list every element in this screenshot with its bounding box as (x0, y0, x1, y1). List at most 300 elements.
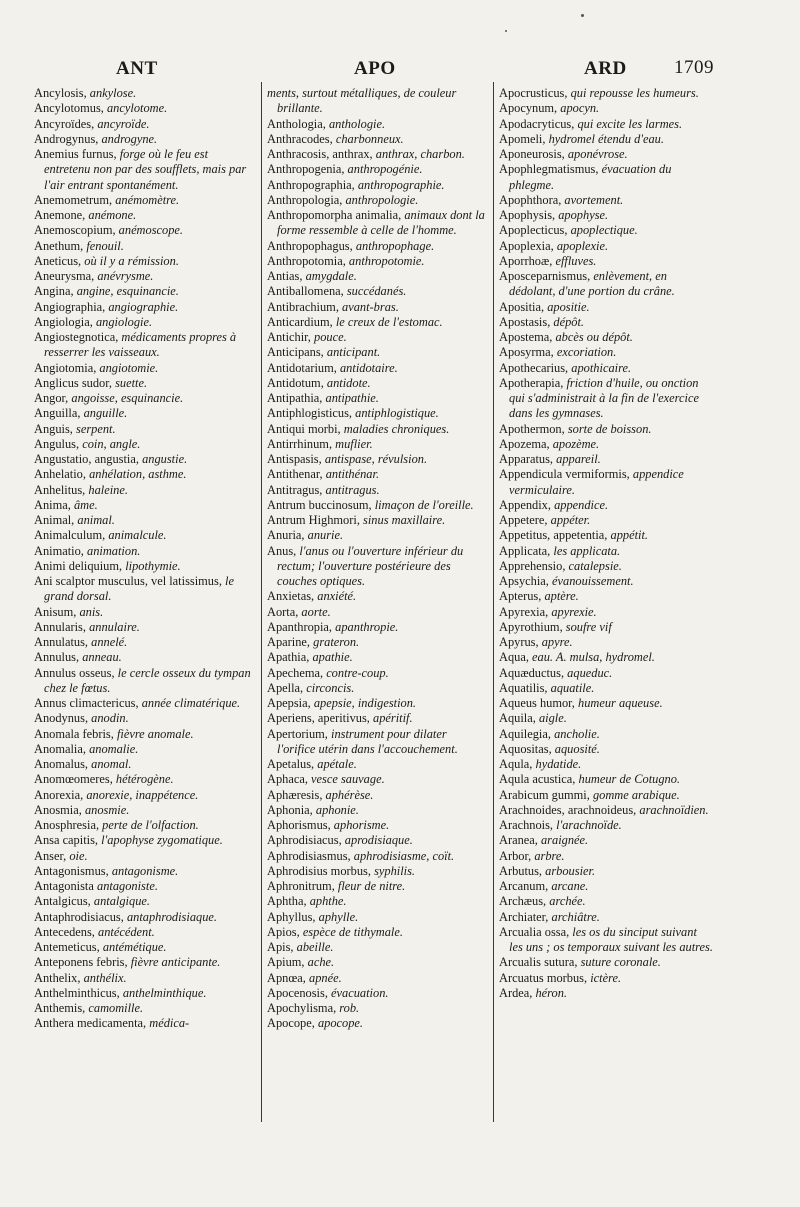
french-translation: anthropotomie. (348, 253, 425, 268)
latin-term: Anisum, (34, 604, 77, 619)
dictionary-entry (267, 178, 487, 193)
running-head-right: ARD (584, 58, 627, 79)
french-translation: succédanés. (346, 284, 407, 299)
dictionary-entry (499, 101, 713, 116)
french-translation: anévrysme. (97, 269, 154, 283)
latin-term: Apoplecticus, (499, 223, 568, 238)
french-translation: antagoniste. (97, 879, 158, 893)
dictionary-entry (34, 864, 256, 879)
latin-term: Apanthropia, (267, 619, 333, 634)
french-translation: aqueduc. (567, 665, 613, 680)
french-translation: anosmie. (84, 802, 130, 817)
dictionary-entry (267, 803, 487, 818)
latin-term: Anthera medicamenta, (34, 1016, 147, 1031)
dictionary-entry (267, 498, 487, 513)
french-translation: androgyne. (101, 131, 158, 146)
french-translation: les os du sinciput suivant les uns ; os temporaux suivant les autres. (509, 924, 713, 954)
french-translation: hydromel étendu d'eau. (548, 131, 664, 146)
french-translation: anguille. (83, 406, 128, 421)
dictionary-entry (499, 330, 713, 345)
french-translation: catalepsie. (568, 558, 622, 573)
dictionary-entry (267, 391, 487, 406)
dictionary-entry (267, 788, 487, 803)
latin-term: Apodacryticus, (499, 116, 575, 131)
latin-term: Appetere, (499, 513, 548, 527)
dictionary-entry (34, 727, 256, 742)
latin-term: Aneticus, (34, 253, 82, 268)
french-translation: anomal. (91, 757, 132, 771)
french-translation: archée. (549, 894, 586, 909)
dictionary-entry (267, 605, 487, 620)
dictionary-entry (267, 528, 487, 543)
latin-term: Antecedens, (34, 924, 95, 939)
dictionary-entry (499, 422, 713, 437)
dictionary-entry (499, 86, 713, 101)
latin-term: Apnœa, (267, 970, 306, 985)
latin-term: Arbor, (499, 848, 532, 863)
print-speck (581, 14, 584, 17)
latin-term: Apocrusticus, (499, 86, 568, 100)
dictionary-entry (34, 117, 256, 132)
latin-term: Arcuatus morbus, (499, 970, 588, 985)
latin-term: Aphronitrum, (267, 879, 335, 893)
latin-term: Aphyllus, (267, 909, 316, 924)
latin-term: Antiphlogisticus, (267, 406, 353, 421)
latin-term: Annulus, (34, 650, 80, 665)
french-translation: coin, angle. (82, 436, 141, 451)
dictionary-entry (267, 467, 487, 482)
dictionary-entry (34, 208, 256, 223)
french-translation: soufre vif (565, 619, 612, 634)
french-translation: apothicaire. (571, 360, 632, 375)
latin-term: Anomœomeres, (34, 772, 113, 787)
dictionary-entry (499, 727, 713, 742)
french-translation: appendice vermiculaire. (509, 467, 684, 497)
dictionary-entry (499, 544, 713, 559)
latin-term: Antiballomena, (267, 284, 344, 299)
dictionary-entry (267, 269, 487, 284)
french-translation: amygdale. (305, 269, 357, 283)
dictionary-entry (499, 772, 713, 787)
dictionary-entry (34, 437, 256, 452)
french-translation: apathie. (312, 650, 353, 665)
latin-term: Apophlegmatismus, (499, 162, 599, 177)
dictionary-entry (267, 986, 487, 1001)
dictionary-entry (499, 147, 713, 162)
latin-term: Antipathia, (267, 391, 323, 405)
french-translation: animaux dont la forme ressemble à celle de l'homme. (277, 208, 485, 238)
dictionary-entry (499, 879, 713, 894)
french-translation: rob. (339, 1001, 360, 1015)
latin-term: Anus, (267, 543, 297, 558)
french-translation: ancholie. (554, 726, 600, 741)
latin-term: Antidotarium, (267, 360, 337, 375)
french-translation: humeur de Cotugno. (578, 772, 681, 787)
dictionary-entry (267, 818, 487, 833)
french-translation: perte de l'olfaction. (102, 818, 199, 832)
french-translation: angoisse, esquinancie. (71, 391, 184, 405)
latin-term: Applicata, (499, 543, 551, 558)
dictionary-entry (267, 894, 487, 909)
french-translation: âme. (73, 497, 98, 512)
latin-term: Angiostegnotica, (34, 330, 119, 344)
french-translation: anhélation, asthme. (89, 467, 187, 482)
dictionary-entry (34, 620, 256, 635)
dictionary-entry (499, 223, 713, 238)
french-translation: antalgique. (93, 894, 150, 909)
latin-term: Antias, (267, 269, 303, 283)
latin-term: Anomala febris, (34, 726, 114, 741)
dictionary-entry (267, 437, 487, 452)
dictionary-entry (267, 925, 487, 940)
latin-term: Apothermon, (499, 421, 565, 436)
dictionary-entry (499, 437, 713, 452)
french-translation: excoriation. (556, 345, 617, 360)
french-translation: apophyse. (558, 208, 609, 222)
french-translation: antaphrodisiaque. (126, 909, 217, 924)
dictionary-entry (499, 803, 713, 818)
dictionary-entry (499, 452, 713, 467)
french-translation: apanthropie. (335, 619, 399, 634)
latin-term: Aqula, (499, 757, 533, 771)
dictionary-entry (499, 361, 713, 376)
latin-term: Angulus, (34, 436, 80, 451)
french-translation: charbonneux. (335, 131, 404, 146)
latin-term: Aneurysma, (34, 269, 95, 283)
french-translation: le grand dorsal. (44, 574, 234, 604)
french-translation: arachnoïdien. (639, 802, 709, 817)
dictionary-entry (499, 589, 713, 604)
french-translation: apnée. (309, 970, 342, 985)
latin-term: Apostema, (499, 330, 553, 344)
latin-term: Aphrodisiasmus, (267, 848, 351, 863)
french-translation: l'arachnoïde. (556, 818, 622, 832)
dictionary-entry (267, 513, 487, 528)
french-translation: aphylle. (318, 909, 359, 924)
latin-term: Apparatus, (499, 452, 554, 466)
french-translation: animation. (87, 543, 141, 558)
latin-term: Anglicus sudor, (34, 375, 112, 390)
dictionary-entry (499, 117, 713, 132)
latin-term: Anser, (34, 848, 67, 863)
dictionary-entry (499, 208, 713, 223)
french-translation: aquatile. (550, 680, 595, 695)
dictionary-entry (34, 742, 256, 757)
latin-term: Antagonista (34, 879, 94, 893)
french-translation: anémoscope. (118, 223, 184, 238)
latin-term: Anthropologia, (267, 192, 343, 207)
dictionary-entry (267, 300, 487, 315)
french-translation: apéritif. (373, 711, 413, 726)
french-translation: arbre. (534, 848, 565, 863)
dictionary-entry (499, 559, 713, 574)
french-translation: héron. (535, 985, 568, 1000)
latin-term: Anticardium, (267, 314, 333, 329)
latin-term: Ani scalptor musculus, vel latissimus, (34, 574, 222, 588)
dictionary-entry (499, 849, 713, 864)
dictionary-entry (267, 406, 487, 421)
latin-term: Apathia, (267, 650, 310, 665)
french-translation: médica- (149, 1016, 190, 1031)
french-translation: angiologie. (95, 314, 153, 329)
french-translation: anomalie. (89, 741, 139, 756)
dictionary-entry (267, 864, 487, 879)
column-divider (493, 82, 494, 1122)
latin-term: Angina, (34, 284, 74, 299)
french-translation: apepsie, indigestion. (313, 696, 417, 710)
dictionary-entry (34, 223, 256, 238)
latin-term: Anethum, (34, 238, 84, 253)
french-translation: suette. (115, 375, 148, 390)
dictionary-entry (34, 391, 256, 406)
dictionary-entry (499, 818, 713, 833)
french-translation: animalcule. (108, 528, 167, 543)
french-translation: antitragus. (325, 482, 380, 497)
french-translation: anthélix. (83, 970, 127, 985)
latin-term: Appendix, (499, 497, 551, 512)
latin-term: Aphonia, (267, 802, 313, 817)
french-translation: aphonie. (315, 802, 359, 817)
dictionary-entry (34, 650, 256, 665)
french-translation: antécédent. (98, 924, 155, 939)
french-translation: hydatide. (535, 757, 582, 771)
french-translation: aponévrose. (567, 147, 628, 161)
dictionary-entry (499, 864, 713, 879)
latin-term: Antalgicus, (34, 894, 91, 909)
latin-term: Anthropographia, (267, 177, 355, 192)
french-translation: ancylotome. (106, 101, 168, 116)
french-translation: apyre. (541, 635, 573, 649)
dictionary-entry (499, 986, 713, 1001)
dictionary-entry (267, 452, 487, 467)
french-translation: anxiété. (317, 589, 357, 604)
latin-term: Aposyrma, (499, 345, 554, 360)
dictionary-entry (267, 376, 487, 391)
dictionary-entry (34, 269, 256, 284)
french-translation: antidotaire. (339, 360, 398, 375)
latin-term: Annus climactericus, (34, 696, 139, 710)
running-head-left: ANT (116, 58, 158, 79)
dictionary-entry (34, 772, 256, 787)
dictionary-entry (499, 925, 713, 956)
latin-term: Archiater, (499, 909, 549, 924)
dictionary-entry (499, 910, 713, 925)
dictionary-entry (499, 894, 713, 909)
latin-term: Anteponens febris, (34, 955, 128, 970)
dictionary-entry (34, 971, 256, 986)
dictionary-entry (267, 696, 487, 711)
french-translation: anthropologie. (345, 192, 419, 207)
french-translation: appareil. (556, 452, 601, 466)
french-translation: apozème. (552, 436, 600, 451)
dictionary-entry (267, 910, 487, 925)
french-translation: fenouil. (86, 238, 124, 253)
dictionary-entry (34, 635, 256, 650)
dictionary-entry (267, 971, 487, 986)
dictionary-entry (499, 528, 713, 543)
latin-term: Angiologia, (34, 314, 93, 329)
dictionary-entry (267, 666, 487, 681)
french-translation: fleur de nitre. (337, 879, 406, 893)
french-translation: apocyn. (560, 101, 600, 116)
dictionary-entry (34, 1016, 256, 1031)
latin-term: Aphorismus, (267, 818, 331, 832)
latin-term: Ancyroïdes, (34, 116, 95, 131)
dictionary-entry (499, 254, 713, 269)
latin-term: Arachnoides, arachnoideus, (499, 802, 637, 817)
latin-term: Angiotomia, (34, 360, 97, 375)
dictionary-entry (499, 696, 713, 711)
french-translation: arbousier. (545, 863, 596, 878)
french-translation: instrument pour dilater l'orifice utérin dans l'accouchement. (277, 726, 458, 756)
latin-term: Appetitus, appetentia, (499, 528, 608, 543)
latin-term: Aqueus humor, (499, 696, 575, 710)
dictionary-entry (34, 193, 256, 208)
french-translation: anémone. (88, 208, 137, 222)
latin-term: Aquila, (499, 711, 536, 726)
dictionary-entry (499, 635, 713, 650)
french-translation: ments, surtout métalliques, de couleur brillante. (267, 86, 457, 116)
french-translation: syphilis. (374, 863, 416, 878)
french-translation: avant-bras. (342, 299, 399, 314)
latin-term: Antaphrodisiacus, (34, 909, 124, 924)
dictionary-entry (267, 681, 487, 696)
latin-term: Anthelminthicus, (34, 985, 120, 1000)
latin-term: Antibrachium, (267, 299, 339, 314)
latin-term: Apophysis, (499, 208, 556, 222)
latin-term: Apechema, (267, 665, 324, 680)
dictionary-entry (34, 483, 256, 498)
french-translation: hétérogène. (115, 772, 174, 787)
latin-term: Apetalus, (267, 757, 315, 771)
french-translation: appétit. (610, 528, 649, 543)
dictionary-entry (267, 330, 487, 345)
french-translation: camomille. (88, 1001, 144, 1015)
dictionary-entry (34, 254, 256, 269)
latin-term: Anthologia, (267, 116, 326, 131)
dictionary-entry (267, 193, 487, 208)
dictionary-entry (267, 940, 487, 955)
latin-term: Aorta, (267, 604, 299, 619)
french-translation: angine, esquinancie. (76, 284, 179, 299)
french-translation: appéter. (550, 513, 591, 527)
french-translation: ictère. (590, 970, 622, 985)
dictionary-entry (499, 513, 713, 528)
dictionary-entry (267, 879, 487, 894)
latin-term: Aquatilis, (499, 680, 548, 695)
latin-term: Ancylotomus, (34, 101, 104, 116)
latin-term: Anthropotomia, (267, 253, 346, 268)
french-translation: aphthe. (309, 894, 347, 909)
dictionary-entry (499, 345, 713, 360)
dictionary-entry (267, 849, 487, 864)
french-translation: aptère. (544, 589, 579, 604)
french-translation: forge où le feu est entretenu non par des soufflets, mais par l'air entrant spontanément. (44, 147, 247, 192)
dictionary-entry (34, 696, 256, 711)
latin-term: Aparine, (267, 635, 311, 649)
dictionary-entry (499, 711, 713, 726)
dictionary-entry (267, 1016, 487, 1031)
latin-term: Aquæductus, (499, 665, 565, 680)
dictionary-entry (34, 406, 256, 421)
latin-term: Annularis, (34, 619, 86, 634)
dictionary-entry (267, 757, 487, 772)
latin-term: Aranea, (499, 833, 538, 848)
latin-term: Apoplexia, (499, 238, 554, 253)
dictionary-entry (267, 162, 487, 177)
french-translation: apositie. (547, 299, 590, 314)
dictionary-entry (34, 818, 256, 833)
french-translation: araignée. (540, 833, 589, 848)
latin-term: Apium, (267, 955, 305, 970)
dictionary-entry (34, 711, 256, 726)
dictionary-entry (499, 239, 713, 254)
latin-term: Anemometrum, (34, 192, 113, 207)
french-translation: arcane. (551, 879, 589, 893)
latin-term: Angustatio, angustia, (34, 452, 139, 466)
french-translation: contre-coup. (326, 665, 389, 680)
french-translation: aphrodisiasme, coït. (353, 848, 455, 863)
latin-term: Anthropogenia, (267, 162, 345, 177)
latin-term: Anthracodes, (267, 131, 333, 146)
latin-term: Antrum Highmori, (267, 513, 360, 527)
french-translation: le cercle osseux du tympan chez le fœtus. (44, 665, 251, 695)
dictionary-entry (499, 467, 713, 498)
latin-term: Ardea, (499, 985, 533, 1000)
latin-term: Apocenosis, (267, 985, 328, 1000)
dictionary-entry (499, 300, 713, 315)
latin-term: Antitragus, (267, 482, 323, 497)
dictionary-entry (267, 284, 487, 299)
latin-term: Anhelitus, (34, 482, 86, 497)
french-translation: haleine. (88, 482, 128, 497)
latin-term: Animalculum, (34, 528, 106, 543)
dictionary-entry (34, 666, 256, 697)
french-translation: sinus maxillaire. (363, 513, 446, 527)
french-translation: muflier. (335, 436, 373, 451)
dictionary-entry (34, 925, 256, 940)
latin-term: Apyrexia, (499, 604, 549, 619)
french-translation: les applicata. (553, 543, 621, 558)
latin-term: Antrum buccinosum, (267, 497, 372, 512)
latin-term: Apterus, (499, 589, 542, 604)
french-translation: angustie. (142, 452, 188, 466)
latin-term: Anemius furnus, (34, 147, 117, 161)
french-translation: avortement. (564, 192, 624, 207)
dictionary-entry (34, 239, 256, 254)
french-translation: anis. (79, 604, 104, 619)
french-translation: ache. (307, 955, 335, 970)
french-translation: aquosité. (554, 741, 600, 756)
dictionary-entry (499, 193, 713, 208)
latin-term: Anthracosis, anthrax, (267, 147, 373, 161)
french-translation: appendice. (554, 497, 609, 512)
french-translation: apoplexie. (556, 238, 609, 253)
french-translation: anthropographie. (357, 177, 445, 192)
print-speck (505, 30, 507, 32)
column-1 (34, 86, 256, 1126)
latin-term: Apella, (267, 680, 304, 695)
dictionary-entry (267, 635, 487, 650)
french-translation: espèce de tithymale. (302, 924, 403, 939)
french-translation: anthrax, charbon. (375, 147, 465, 161)
dictionary-entry (34, 955, 256, 970)
dictionary-entry (34, 833, 256, 848)
dictionary-entry (499, 666, 713, 681)
dictionary-entry (499, 971, 713, 986)
latin-term: Aqula acustica, (499, 772, 576, 787)
latin-term: Aphrodisius morbus, (267, 863, 371, 878)
